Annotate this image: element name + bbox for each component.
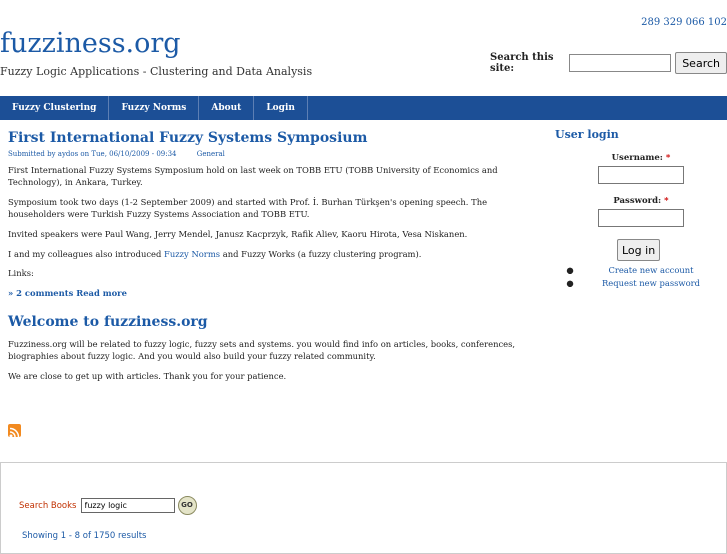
username-label	[555, 153, 727, 163]
read-more-link[interactable]: Read more	[73, 288, 127, 298]
submitted-text: Submitted by aydos on Tue, 06/10/2009 - 09:34	[8, 150, 177, 158]
post-submitted	[8, 150, 538, 158]
nav-item-fuzzy-clustering[interactable]: Fuzzy Clustering	[0, 96, 109, 120]
user-login-block	[555, 128, 727, 291]
nav-item-login[interactable]: Login	[254, 96, 308, 120]
nav-item-fuzzy-norms[interactable]: Fuzzy Norms	[109, 96, 199, 120]
post-title-welcome[interactable]: Welcome to fuzziness.org	[8, 314, 208, 330]
phone-number: 289 329 066 102	[641, 17, 727, 28]
username-field[interactable]	[598, 166, 684, 184]
p4-post: and Fuzzy Works (a fuzzy clustering program).	[220, 249, 422, 259]
site-slogan: Fuzzy Logic Applications - Clustering and Data Analysis	[0, 65, 313, 78]
list-item	[555, 278, 727, 288]
books-go-button[interactable]: GO	[178, 496, 197, 515]
primary-nav	[0, 96, 727, 120]
password-label-text: Password:	[613, 196, 662, 206]
post-paragraph-2: Symposium took two days (1-2 September 2009) and started with Prof. İ. Burhan Türkşen's opening speech. The householders were Turkish Fuzzy Systems Association and TOBB ETU.	[8, 197, 488, 219]
p4-pre: I and my colleagues also introduced	[8, 249, 165, 259]
welcome-paragraph-2: We are close to get up with articles. Thank you for your patience.	[8, 371, 287, 381]
post-links-label: Links:	[8, 268, 34, 278]
comments-link[interactable]: 2 comments	[16, 288, 74, 298]
fuzzy-norms-link[interactable]: Fuzzy Norms	[164, 249, 221, 259]
post-links-row	[8, 288, 538, 298]
request-password-link[interactable]: Request new password	[601, 278, 700, 288]
search-label: Search this site:	[490, 52, 554, 74]
password-field[interactable]	[598, 209, 684, 227]
site-search	[490, 52, 727, 74]
site-name-link[interactable]: fuzziness.org	[0, 28, 181, 59]
book-search-form	[19, 496, 197, 515]
post-title-symposium[interactable]: First International Fuzzy Systems Symposium	[8, 130, 368, 146]
search-button[interactable]: Search	[675, 52, 727, 74]
post-paragraph-4	[8, 248, 538, 260]
post-paragraph-1: First International Fuzzy Systems Symposium hold on last week on TOBB ETU (TOBB University of Economics and Technology), in Ankara, Turkey.	[8, 165, 498, 187]
required-mark: *	[664, 196, 669, 206]
bullet-icon: ●	[566, 278, 574, 288]
required-mark: *	[665, 153, 671, 163]
create-account-link[interactable]: Create new account	[608, 265, 694, 275]
post-paragraph-3: Invited speakers were Paul Wang, Jerry Mendel, Janusz Kacprzyk, Rafik Aliev, Kaoru Hirota, Vesa Niskanen.	[8, 229, 468, 239]
readmore-prefix: »	[8, 288, 17, 298]
books-search-label: Search Books	[19, 500, 77, 511]
username-label-text: Username:	[611, 153, 663, 163]
welcome-paragraph-1: Fuzziness.org will be related to fuzzy logic, fuzzy sets and systems. you would find info on articles, books, conferences, biographies about fuzzy logic. And you would also build your fuzzy related community.	[8, 339, 516, 361]
books-results-count: Showing 1 - 8 of 1750 results	[22, 531, 147, 541]
main-content	[8, 128, 538, 390]
rss-feed-icon[interactable]	[8, 424, 21, 437]
nav-item-about[interactable]: About	[199, 96, 254, 120]
post-tag-general[interactable]: General	[196, 150, 225, 158]
list-item	[555, 265, 727, 275]
login-button[interactable]: Log in	[617, 239, 660, 261]
books-search-input[interactable]	[81, 498, 175, 513]
password-label	[555, 196, 727, 206]
user-login-title: User login	[555, 128, 619, 141]
search-input[interactable]	[569, 54, 671, 72]
bullet-icon: ●	[566, 265, 574, 275]
